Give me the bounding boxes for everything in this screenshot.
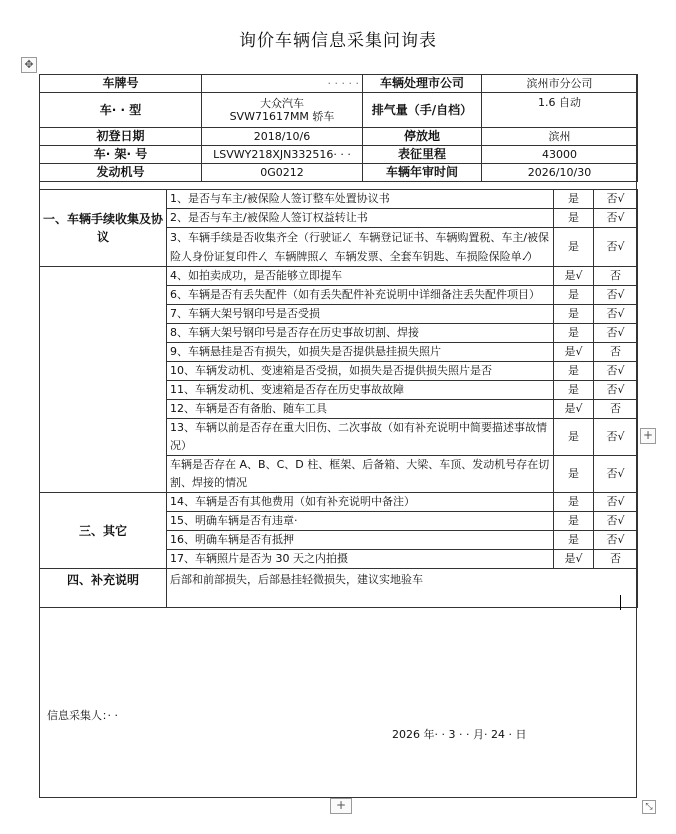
text-cursor (620, 595, 621, 610)
answer-no[interactable]: 否 (594, 550, 638, 569)
supplement-text[interactable]: 后部和前部损失，后部悬挂轻微损失，建议实地验车 (167, 569, 638, 608)
question-text: 2、是否与车主/被保险人签订权益转让书 (167, 209, 554, 228)
location-label: 停放地 (363, 128, 482, 146)
sign-date: 2026 年· · 3 · · 月· 24 · 日 (392, 728, 527, 741)
question-text: 8、车辆大架号钢印号是否存在历史事故切割、焊接 (167, 324, 554, 343)
answer-no[interactable]: 否√ (594, 324, 638, 343)
info-row (40, 93, 638, 128)
info-row (40, 146, 638, 164)
questionnaire-table (39, 189, 638, 608)
question-text: 3、车辆手续是否收集齐全（行驶证.⁄、车辆登记证书、车辆购置税、车主/被保险人身份证复印件.⁄、车辆牌照.⁄、车辆发票、全套车钥匙、车损险保险单.⁄） (167, 228, 554, 267)
section-other: 三、其它 (40, 493, 167, 569)
answer-no[interactable]: 否√ (594, 362, 638, 381)
answer-yes[interactable]: 是 (554, 381, 594, 400)
section-supplement: 四、补充说明 (40, 569, 167, 608)
question-text: 15、明确车辆是否有违章· (167, 512, 554, 531)
answer-no[interactable]: 否√ (594, 209, 638, 228)
answer-no[interactable]: 否√ (594, 419, 638, 456)
answer-yes[interactable]: 是 (554, 456, 594, 493)
answer-yes[interactable]: 是√ (554, 343, 594, 362)
answer-no[interactable]: 否√ (594, 286, 638, 305)
resize-icon[interactable]: ⤡ (642, 800, 656, 814)
collector-label: 信息采集人：· · (47, 709, 118, 722)
engine-value[interactable]: 0G0212 (202, 164, 363, 182)
mileage-label: 表征里程 (363, 146, 482, 164)
question-row (40, 493, 638, 512)
answer-yes[interactable]: 是 (554, 190, 594, 209)
answer-yes[interactable]: 是 (554, 512, 594, 531)
add-column-icon[interactable]: + (640, 428, 656, 444)
question-text: 9、车辆悬挂是否有损失，如损失是否提供悬挂损失照片 (167, 343, 554, 362)
answer-yes[interactable]: 是 (554, 305, 594, 324)
section-documents: 一、车辆手续收集及协议 (40, 190, 167, 267)
section-vehicle-blank (40, 267, 167, 493)
answer-no[interactable]: 否 (594, 267, 638, 286)
question-row (40, 267, 638, 286)
answer-yes[interactable]: 是 (554, 419, 594, 456)
answer-no[interactable]: 否√ (594, 512, 638, 531)
question-text: 6、车辆是否有丢失配件（如有丢失配件补充说明中详细备注丢失配件项目） (167, 286, 554, 305)
company-value[interactable]: 滨州市分公司 (482, 75, 638, 93)
answer-yes[interactable]: 是 (554, 209, 594, 228)
location-value[interactable]: 滨州 (482, 128, 638, 146)
mileage-value[interactable]: 43000 (482, 146, 638, 164)
question-text: 1、是否与车主/被保险人签订整车处置协议书 (167, 190, 554, 209)
question-text: 7、车辆大架号钢印号是否受损 (167, 305, 554, 324)
engine-label: 发动机号 (40, 164, 202, 182)
plate-value[interactable]: · · · · · (202, 75, 363, 93)
answer-no[interactable]: 否 (594, 400, 638, 419)
add-row-icon[interactable]: + (330, 798, 352, 814)
supplement-row (40, 569, 638, 608)
inspection-label: 车辆年审时间 (363, 164, 482, 182)
question-text: 4、如拍卖成功，是否能够立即提车 (167, 267, 554, 286)
question-text: 13、车辆以前是否存在重大旧伤、二次事故（如有补充说明中简要描述事故情况） (167, 419, 554, 456)
answer-yes[interactable]: 是 (554, 493, 594, 512)
answer-yes[interactable]: 是√ (554, 267, 594, 286)
model-label: 车· · 型 (40, 93, 202, 128)
question-text: 12、车辆是否有备胎、随车工具 (167, 400, 554, 419)
model-value[interactable]: 大众汽车 SVW71617MM 轿车 (202, 93, 363, 128)
question-text: 17、车辆照片是否为 30 天之内拍摄 (167, 550, 554, 569)
answer-yes[interactable]: 是 (554, 286, 594, 305)
answer-no[interactable]: 否√ (594, 381, 638, 400)
question-text: 11、车辆发动机、变速箱是否存在历史事故故障 (167, 381, 554, 400)
answer-yes[interactable]: 是 (554, 324, 594, 343)
answer-yes[interactable]: 是 (554, 362, 594, 381)
answer-yes[interactable]: 是√ (554, 400, 594, 419)
vin-label: 车· 架· 号 (40, 146, 202, 164)
answer-yes[interactable]: 是 (554, 228, 594, 267)
question-row (40, 190, 638, 209)
inspection-value[interactable]: 2026/10/30 (482, 164, 638, 182)
answer-no[interactable]: 否√ (594, 228, 638, 267)
info-row (40, 75, 638, 93)
question-text: 14、车辆是否有其他费用（如有补充说明中备注） (167, 493, 554, 512)
answer-yes[interactable]: 是 (554, 531, 594, 550)
info-row (40, 164, 638, 182)
reg-date-label: 初登日期 (40, 128, 202, 146)
question-text: 10、车辆发动机、变速箱是否受损，如损失是否提供损失照片是否 (167, 362, 554, 381)
answer-no[interactable]: 否√ (594, 531, 638, 550)
info-row (40, 128, 638, 146)
displacement-value[interactable]: 1.6 自动 (482, 93, 638, 128)
question-text: 车辆是否存在 A、B、C、D 柱、框架、后备箱、大梁、车顶、发动机号存在切割、焊接的情况 (167, 456, 554, 493)
move-icon[interactable]: ✥ (21, 57, 37, 73)
answer-no[interactable]: 否√ (594, 493, 638, 512)
answer-no[interactable]: 否√ (594, 190, 638, 209)
displacement-label: 排气量（手/自档） (363, 93, 482, 128)
reg-date-value[interactable]: 2018/10/6 (202, 128, 363, 146)
answer-no[interactable]: 否√ (594, 456, 638, 493)
answer-no[interactable]: 否√ (594, 305, 638, 324)
answer-no[interactable]: 否 (594, 343, 638, 362)
question-text: 16、明确车辆是否有抵押 (167, 531, 554, 550)
page-title: 询价车辆信息采集问询表 (239, 31, 437, 51)
company-label: 车辆处理市公司 (363, 75, 482, 93)
vehicle-info-table (39, 74, 638, 182)
answer-yes[interactable]: 是√ (554, 550, 594, 569)
vin-value[interactable]: LSVWY218XJN332516· · · (202, 146, 363, 164)
plate-label: 车牌号 (40, 75, 202, 93)
